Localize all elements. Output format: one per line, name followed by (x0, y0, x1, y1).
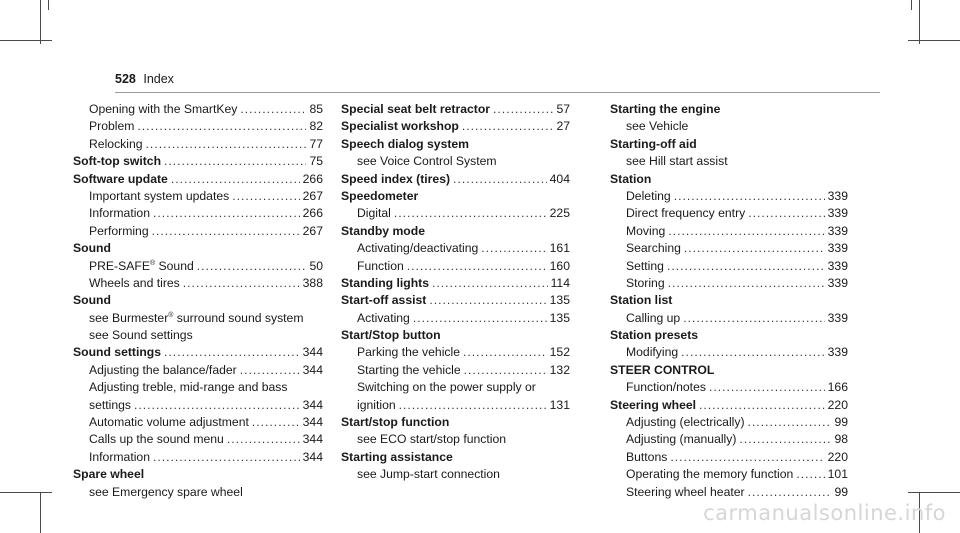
index-entry-text: Starting the engine (610, 102, 721, 116)
leader-dots (462, 118, 554, 135)
index-heading (610, 397, 848, 414)
index-entry-text: Automatic volume adjustment (89, 415, 249, 430)
crop-mark-top-left-v (40, 0, 41, 44)
index-entry-text: Information (89, 449, 150, 464)
page-header (115, 72, 880, 93)
index-entry-text: Problem (89, 119, 135, 134)
leader-dots (709, 379, 825, 396)
index-heading (341, 414, 570, 431)
index-subentry (610, 449, 848, 466)
leader-dots (183, 275, 300, 292)
leader-dots (667, 258, 825, 275)
index-entry-text: Wheels and tires (89, 275, 180, 290)
index-subentry (73, 136, 323, 153)
leader-dots (137, 118, 306, 135)
index-entry-text: Station presets (610, 328, 699, 343)
leader-dots (739, 431, 831, 448)
page-reference[interactable]: 27 (556, 119, 570, 134)
index-entry-text: see Jump-start connection (357, 467, 500, 482)
page-reference[interactable]: 85 (309, 102, 323, 116)
index-subentry (73, 362, 323, 379)
index-entry-text: Specialist workshop (341, 119, 459, 134)
index-heading (610, 327, 848, 344)
index-entry-text: Adjusting (electrically) (626, 415, 745, 430)
page-reference[interactable]: 135 (549, 293, 570, 308)
index-entry-text: Moving (626, 223, 666, 238)
index-subentry (73, 188, 323, 205)
index-subentry (73, 310, 323, 327)
index-subentry (73, 118, 323, 135)
index-entry-text: PRE-SAFE® Sound (89, 258, 194, 273)
page-reference[interactable]: 135 (549, 310, 570, 325)
index-subentry (341, 466, 570, 483)
index-entry-text: Buttons (626, 449, 668, 464)
index-entry-text: Software update (73, 171, 168, 186)
index-subentry (610, 431, 848, 448)
index-entry-text: see Burmester® surround sound system (89, 310, 304, 325)
page-reference[interactable]: 99 (834, 484, 848, 499)
index-heading (341, 292, 570, 309)
page-reference[interactable]: 339 (827, 223, 848, 238)
leader-dots (164, 153, 306, 170)
index-subentry (610, 466, 848, 483)
index-entry-text: Switching on the power supply or (357, 380, 536, 395)
index-column-2 (341, 101, 570, 484)
index-subentry (73, 327, 323, 344)
page-reference[interactable]: 225 (549, 206, 570, 221)
leader-dots (153, 205, 300, 222)
index-subentry (73, 449, 323, 466)
index-heading (73, 153, 323, 170)
crop-mark-top-right-h (908, 40, 960, 41)
index-entry-text: Direct frequency entry (626, 206, 746, 221)
leader-dots (683, 310, 824, 327)
index-entry-text: Steering wheel heater (626, 484, 745, 499)
page-reference[interactable]: 339 (827, 241, 848, 256)
index-entry-text: see Vehicle (626, 119, 689, 134)
leader-dots (748, 484, 832, 501)
index-subentry (610, 414, 848, 431)
page-title: Index (143, 72, 174, 86)
leader-dots (252, 414, 300, 431)
leader-dots (394, 205, 547, 222)
index-heading (341, 101, 570, 118)
leader-dots (240, 362, 300, 379)
leader-dots (429, 292, 546, 309)
page-reference[interactable]: 388 (302, 275, 323, 290)
page-reference[interactable]: 339 (827, 206, 848, 221)
index-heading (341, 275, 570, 292)
index-entry-text: Important system updates (89, 188, 230, 203)
index-subentry (341, 397, 570, 414)
index-subentry (341, 258, 570, 275)
index-entry-text: settings (89, 397, 132, 412)
leader-dots (796, 466, 824, 483)
index-entry-text: see Sound settings (89, 328, 193, 343)
index-subentry (610, 223, 848, 240)
index-heading (610, 362, 848, 379)
index-entry-text: see Voice Control System (357, 154, 497, 169)
page-reference[interactable]: 101 (827, 467, 848, 482)
index-entry-text: Speedometer (341, 188, 419, 203)
index-subentry (73, 414, 323, 431)
index-entry-text: Digital (357, 206, 391, 221)
index-entry-text: STEER CONTROL (610, 362, 715, 377)
index-entry-text: see ECO start/stop function (357, 432, 507, 447)
page-reference[interactable]: 404 (549, 171, 570, 186)
index-entry-text: Sound (73, 241, 111, 256)
index-entry-text: Opening with the SmartKey (89, 102, 238, 116)
index-heading (73, 466, 323, 483)
page-reference[interactable]: 220 (827, 397, 848, 412)
index-entry-text: Speed index (tires) (341, 171, 451, 186)
index-subentry (341, 431, 570, 448)
index-subentry (341, 310, 570, 327)
leader-dots (134, 397, 300, 414)
index-subentry (73, 397, 323, 414)
leader-dots (684, 240, 825, 257)
index-entry-text: Function (357, 258, 404, 273)
index-entry-text: Storing (626, 275, 665, 290)
index-subentry (73, 258, 323, 275)
index-entry-text: ignition (357, 397, 396, 412)
index-entry-text: Start/Stop button (341, 328, 441, 343)
leader-dots (481, 240, 546, 257)
page-reference[interactable]: 98 (834, 432, 848, 447)
index-subentry (610, 205, 848, 222)
leader-dots (171, 171, 300, 188)
index-subentry (341, 205, 570, 222)
index-entry-text: see Emergency spare wheel (89, 484, 243, 499)
index-entry-text: Station (610, 171, 652, 186)
index-entry-text: Parking the vehicle (357, 345, 460, 360)
index-subentry (341, 362, 570, 379)
index-entry-text: Standby mode (341, 223, 425, 238)
page-reference[interactable]: 266 (302, 171, 323, 186)
crop-mark-bottom-left-v (40, 492, 41, 533)
watermark: carmanualsonline.info (703, 501, 946, 525)
page-reference[interactable]: 160 (549, 258, 570, 273)
leader-dots (493, 101, 553, 118)
crop-mark-top-right-v (919, 0, 920, 44)
page-reference[interactable]: 57 (556, 102, 570, 116)
index-subentry (610, 188, 848, 205)
index-entry-text: Searching (626, 241, 681, 256)
page-reference[interactable]: 267 (302, 188, 323, 203)
index-entry-text: Activating/deactivating (357, 241, 479, 256)
index-subentry (610, 310, 848, 327)
page-reference[interactable]: 339 (827, 345, 848, 360)
page-reference[interactable]: 267 (302, 223, 323, 238)
index-subentry (610, 275, 848, 292)
index-entry-text: Spare wheel (73, 467, 145, 482)
index-entry-text: Operating the memory function (626, 467, 794, 482)
index-entry-text: Calls up the sound menu (89, 432, 224, 447)
page-reference[interactable]: 344 (302, 345, 323, 360)
leader-dots (432, 275, 548, 292)
index-subentry (610, 379, 848, 396)
index-entry-text: Starting assistance (341, 449, 453, 464)
leader-dots (413, 310, 547, 327)
leader-dots (146, 136, 307, 153)
crop-mark-bottom-right-h (908, 492, 960, 493)
index-subentry (73, 223, 323, 240)
page-reference[interactable]: 344 (302, 415, 323, 430)
page-reference[interactable]: 114 (550, 275, 570, 290)
page-reference[interactable]: 344 (302, 362, 323, 377)
leader-dots (152, 223, 300, 240)
page-reference[interactable]: 339 (827, 258, 848, 273)
page-reference[interactable]: 344 (302, 397, 323, 412)
index-entry-text: Performing (89, 223, 149, 238)
leader-dots (748, 414, 832, 431)
leader-dots (197, 258, 307, 275)
index-entry-text: Standing lights (341, 275, 430, 290)
index-heading (341, 136, 570, 153)
crop-mark-top-right-v2 (911, 0, 912, 10)
index-entry-text: Function/notes (626, 380, 706, 395)
page-reference[interactable]: 339 (827, 188, 848, 203)
page-reference[interactable]: 344 (302, 432, 323, 447)
index-subentry (610, 118, 848, 135)
leader-dots (699, 397, 825, 414)
index-subentry (73, 484, 323, 501)
index-heading (610, 101, 848, 118)
leader-dots (670, 449, 824, 466)
page-reference[interactable]: 77 (309, 136, 323, 151)
leader-dots (407, 258, 547, 275)
index-heading (610, 292, 848, 309)
index-entry-text: Starting the vehicle (357, 362, 461, 377)
index-heading (73, 344, 323, 361)
index-subentry (610, 344, 848, 361)
page-reference[interactable]: 166 (827, 380, 848, 395)
index-subentry (341, 344, 570, 361)
index-heading (73, 240, 323, 257)
index-entry-text: Relocking (89, 136, 143, 151)
index-heading (73, 292, 323, 309)
index-heading (610, 171, 848, 188)
index-entry-text: Speech dialog system (341, 136, 470, 151)
page-reference[interactable]: 339 (827, 310, 848, 325)
index-entry-text: Activating (357, 310, 410, 325)
page-reference[interactable]: 82 (309, 119, 323, 134)
leader-dots (453, 171, 547, 188)
index-entry-text: Adjusting the balance/fader (89, 362, 237, 377)
index-entry-text: see Hill start assist (626, 154, 728, 169)
index-subentry (73, 101, 323, 118)
index-column-1 (73, 101, 323, 501)
leader-dots (681, 344, 824, 361)
index-entry-text: Station list (610, 293, 673, 308)
leader-dots (232, 188, 299, 205)
index-subentry (73, 275, 323, 292)
index-heading (341, 171, 570, 188)
index-entry-text: Special seat belt retractor (341, 102, 491, 116)
leader-dots (227, 431, 300, 448)
crop-mark-top-left-v2 (48, 0, 49, 10)
index-entry-text: Information (89, 206, 150, 221)
index-entry-text: Start-off assist (341, 293, 427, 308)
page-reference[interactable]: 161 (549, 241, 570, 256)
page-reference[interactable]: 344 (302, 449, 323, 464)
index-subentry (610, 258, 848, 275)
index-subentry (341, 153, 570, 170)
index-subentry (73, 205, 323, 222)
index-subentry (341, 240, 570, 257)
leader-dots (668, 275, 825, 292)
crop-mark-bottom-left-h (0, 492, 52, 493)
index-subentry (610, 240, 848, 257)
index-subentry (73, 379, 323, 396)
page-reference[interactable]: 75 (309, 154, 323, 169)
leader-dots (399, 397, 547, 414)
index-heading (610, 136, 848, 153)
index-heading (341, 188, 570, 205)
index-heading (341, 223, 570, 240)
index-subentry (73, 431, 323, 448)
index-subentry (341, 379, 570, 396)
index-subentry (610, 153, 848, 170)
page-reference[interactable]: 50 (309, 258, 323, 273)
page-reference[interactable]: 152 (549, 345, 570, 360)
page-reference[interactable]: 132 (549, 362, 570, 377)
index-subentry (610, 484, 848, 501)
index-entry-text: Starting-off aid (610, 136, 697, 151)
leader-dots (464, 362, 547, 379)
index-entry-text: Calling up (626, 310, 681, 325)
index-entry-text: Deleting (626, 188, 671, 203)
leader-dots (240, 101, 306, 118)
leader-dots (748, 205, 824, 222)
index-column-3 (610, 101, 848, 501)
index-entry-text: Soft-top switch (73, 154, 162, 169)
index-heading (341, 118, 570, 135)
page-number: 528 (115, 72, 136, 86)
leader-dots (153, 449, 300, 466)
leader-dots (674, 188, 825, 205)
leader-dots (463, 344, 547, 361)
page-reference[interactable]: 99 (834, 415, 848, 430)
index-entry-text: Sound settings (73, 345, 162, 360)
index-entry-text: Sound (73, 293, 111, 308)
leader-dots (164, 344, 300, 361)
page-reference[interactable]: 339 (827, 275, 848, 290)
index-heading (73, 171, 323, 188)
page-reference[interactable]: 266 (302, 206, 323, 221)
index-entry-text: Modifying (626, 345, 679, 360)
crop-mark-top-left-h (0, 40, 52, 41)
index-entry-text: Steering wheel (610, 397, 697, 412)
index-entry-text: Adjusting (manually) (626, 432, 737, 447)
page-reference[interactable]: 131 (549, 397, 570, 412)
index-heading (341, 327, 570, 344)
index-entry-text: Adjusting treble, mid-range and bass (89, 380, 288, 395)
index-entry-text: Setting (626, 258, 664, 273)
index-heading (341, 449, 570, 466)
page-reference[interactable]: 220 (827, 449, 848, 464)
index-entry-text: Start/stop function (341, 415, 450, 430)
leader-dots (668, 223, 824, 240)
